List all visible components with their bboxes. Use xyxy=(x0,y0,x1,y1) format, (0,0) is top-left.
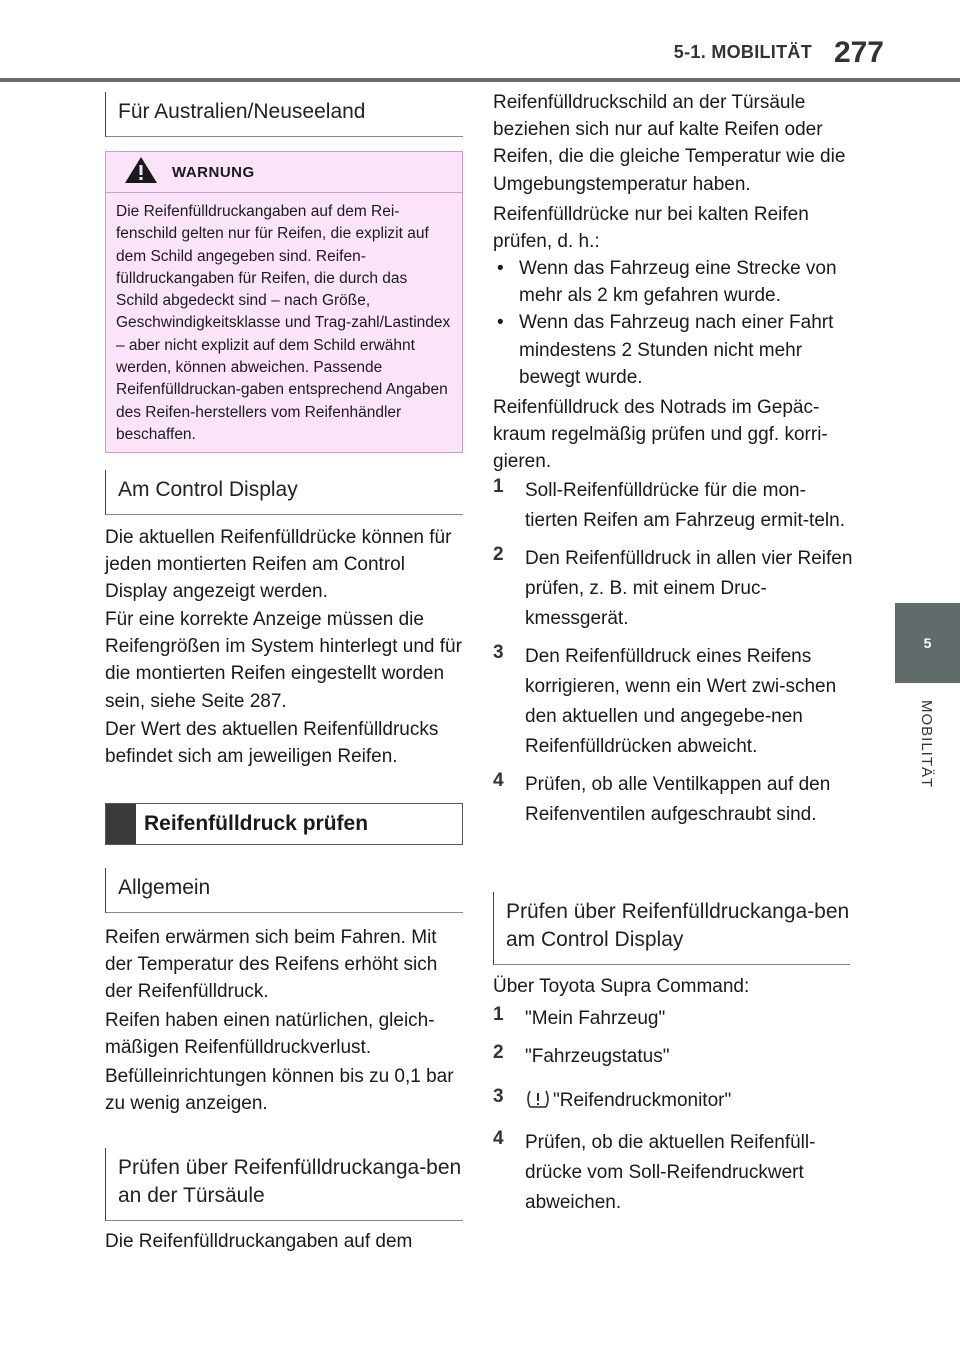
step-number: 3 xyxy=(493,1086,504,1107)
section-marker xyxy=(106,804,136,844)
list-item xyxy=(493,642,853,762)
step-text xyxy=(525,1086,853,1120)
paragraph: Für eine korrekte Anzeige müssen die Reifengrößen im System hinterlegt und für die montierten Reifen eingestellt worden sein, siehe Seite 287. xyxy=(105,609,462,712)
paragraph: Reifenfülldruckschild an der Türsäule beziehen sich nur auf kalte Reifen oder Reifen, die die gleiche Temperatur wie die Umgebungstemperatur haben. xyxy=(493,92,846,195)
heading-door-pillar: Prüfen über Reifenfülldruckanga-ben an der Türsäule xyxy=(105,1148,463,1221)
warning-triangle-icon xyxy=(124,156,158,189)
list-item xyxy=(493,1128,853,1218)
heading-control-display: Am Control Display xyxy=(105,470,463,515)
heading-australia: Für Australien/Neuseeland xyxy=(105,92,463,137)
list-item: • Wenn das Fahrzeug eine Strecke von mehr als 2 km gefahren wurde. xyxy=(493,255,853,309)
paragraph: Die Reifenfülldruckangaben auf dem xyxy=(105,1231,413,1252)
running-header-section: 5-1. MOBILITÄT xyxy=(673,42,812,62)
paragraph: Über Toyota Supra Command: xyxy=(493,976,750,997)
paragraph: Befülleinrichtungen können bis zu 0,1 bar zu wenig anzeigen. xyxy=(105,1066,454,1115)
step-number: 2 xyxy=(493,1042,504,1063)
step-number: 4 xyxy=(493,1128,504,1149)
list-item: • Wenn das Fahrzeug nach einer Fahrt mindestens 2 Stunden nicht mehr bewegt wurde. xyxy=(493,309,853,391)
paragraph: Reifen haben einen natürlichen, gleich-mäßigen Reifenfülldruckverlust. xyxy=(105,1010,435,1059)
heading-control-display-check: Prüfen über Reifenfülldruckanga-ben am Control Display xyxy=(493,892,850,965)
list-item xyxy=(493,770,853,830)
step-text: Prüfen, ob die aktuellen Reifenfüll-drücke vom Soll-Reifendruckwert abweichen. xyxy=(525,1132,816,1213)
paragraph: Die aktuellen Reifenfülldrücke können für jeden montierten Reifen am Control Display angezeigt werden. xyxy=(105,527,452,603)
paragraph: Reifenfülldruck des Notrads im Gepäc-kraum regelmäßig prüfen und ggf. korri-gieren. xyxy=(493,397,828,473)
step-number: 4 xyxy=(493,770,504,791)
step-list xyxy=(493,476,853,830)
step-number: 3 xyxy=(493,642,504,663)
page-number: 277 xyxy=(833,36,884,69)
step-text: Prüfen, ob alle Ventilkappen auf den Reifenventilen aufgeschraubt sind. xyxy=(525,774,831,825)
chapter-number: 5 xyxy=(923,635,932,651)
warning-text: Die Reifenfülldruckangaben auf dem Rei-fenschild gelten nur für Reifen, die explizit auf dem Schild angegeben sind. Reifen-fülldruckangaben für Reifen, die durch das Schild abgedeckt sind – nach Größe, Geschwindigkeitsklasse und Trag-zahl/Lastindex – aber nicht explizit auf dem Schild erwähnt werden, können abweichen. Passende Reifenfülldruckan-gaben entsprechend Angaben des Reifen-herstellers vom Reifenhändler beschaffen. xyxy=(116,203,451,443)
header-rule xyxy=(0,78,960,82)
step-label: "Reifendruckmonitor" xyxy=(553,1090,732,1111)
paragraph: Reifenfülldrücke nur bei kalten Reifen prüfen, d. h.: xyxy=(493,204,809,253)
step-text: Soll-Reifenfülldrücke für die mon-tierten Reifen am Fahrzeug ermit-teln. xyxy=(525,480,845,531)
step-text: Den Reifenfülldruck eines Reifens korrigieren, wenn ein Wert zwi-schen den aktuellen und angegebe-nen Reifenfülldrücken abweicht. xyxy=(525,646,837,757)
warning-title: WARNUNG xyxy=(172,163,255,181)
step-text: "Fahrzeugstatus" xyxy=(525,1046,670,1067)
paragraph: Der Wert des aktuellen Reifenfülldrucks befindet sich am jeweiligen Reifen. xyxy=(105,719,439,768)
step-number: 1 xyxy=(493,476,504,497)
list-item xyxy=(493,1086,853,1120)
list-item xyxy=(493,1042,853,1072)
step-text: Den Reifenfülldruck in allen vier Reifen prüfen, z. B. mit einem Druc-kmessgerät. xyxy=(525,548,853,629)
tire-pressure-warning-icon xyxy=(525,1088,551,1120)
section-header xyxy=(105,803,463,845)
section-title: Reifenfülldruck prüfen xyxy=(144,812,369,835)
list-item xyxy=(493,476,853,536)
list-item xyxy=(493,544,853,634)
paragraph: Reifen erwärmen sich beim Fahren. Mit der Temperatur des Reifens erhöht sich der Reifenfülldruck. xyxy=(105,927,438,1003)
chapter-tab-label: MOBILITÄT xyxy=(918,700,935,789)
step-number: 1 xyxy=(493,1004,504,1025)
list-item xyxy=(493,1004,853,1034)
warning-box xyxy=(105,151,463,453)
chapter-tab xyxy=(895,603,960,683)
bullet-list xyxy=(493,255,853,391)
step-text: "Mein Fahrzeug" xyxy=(525,1008,666,1029)
heading-general: Allgemein xyxy=(105,868,463,913)
warning-header xyxy=(106,152,462,193)
menu-path-list xyxy=(493,1004,853,1218)
step-number: 2 xyxy=(493,544,504,565)
